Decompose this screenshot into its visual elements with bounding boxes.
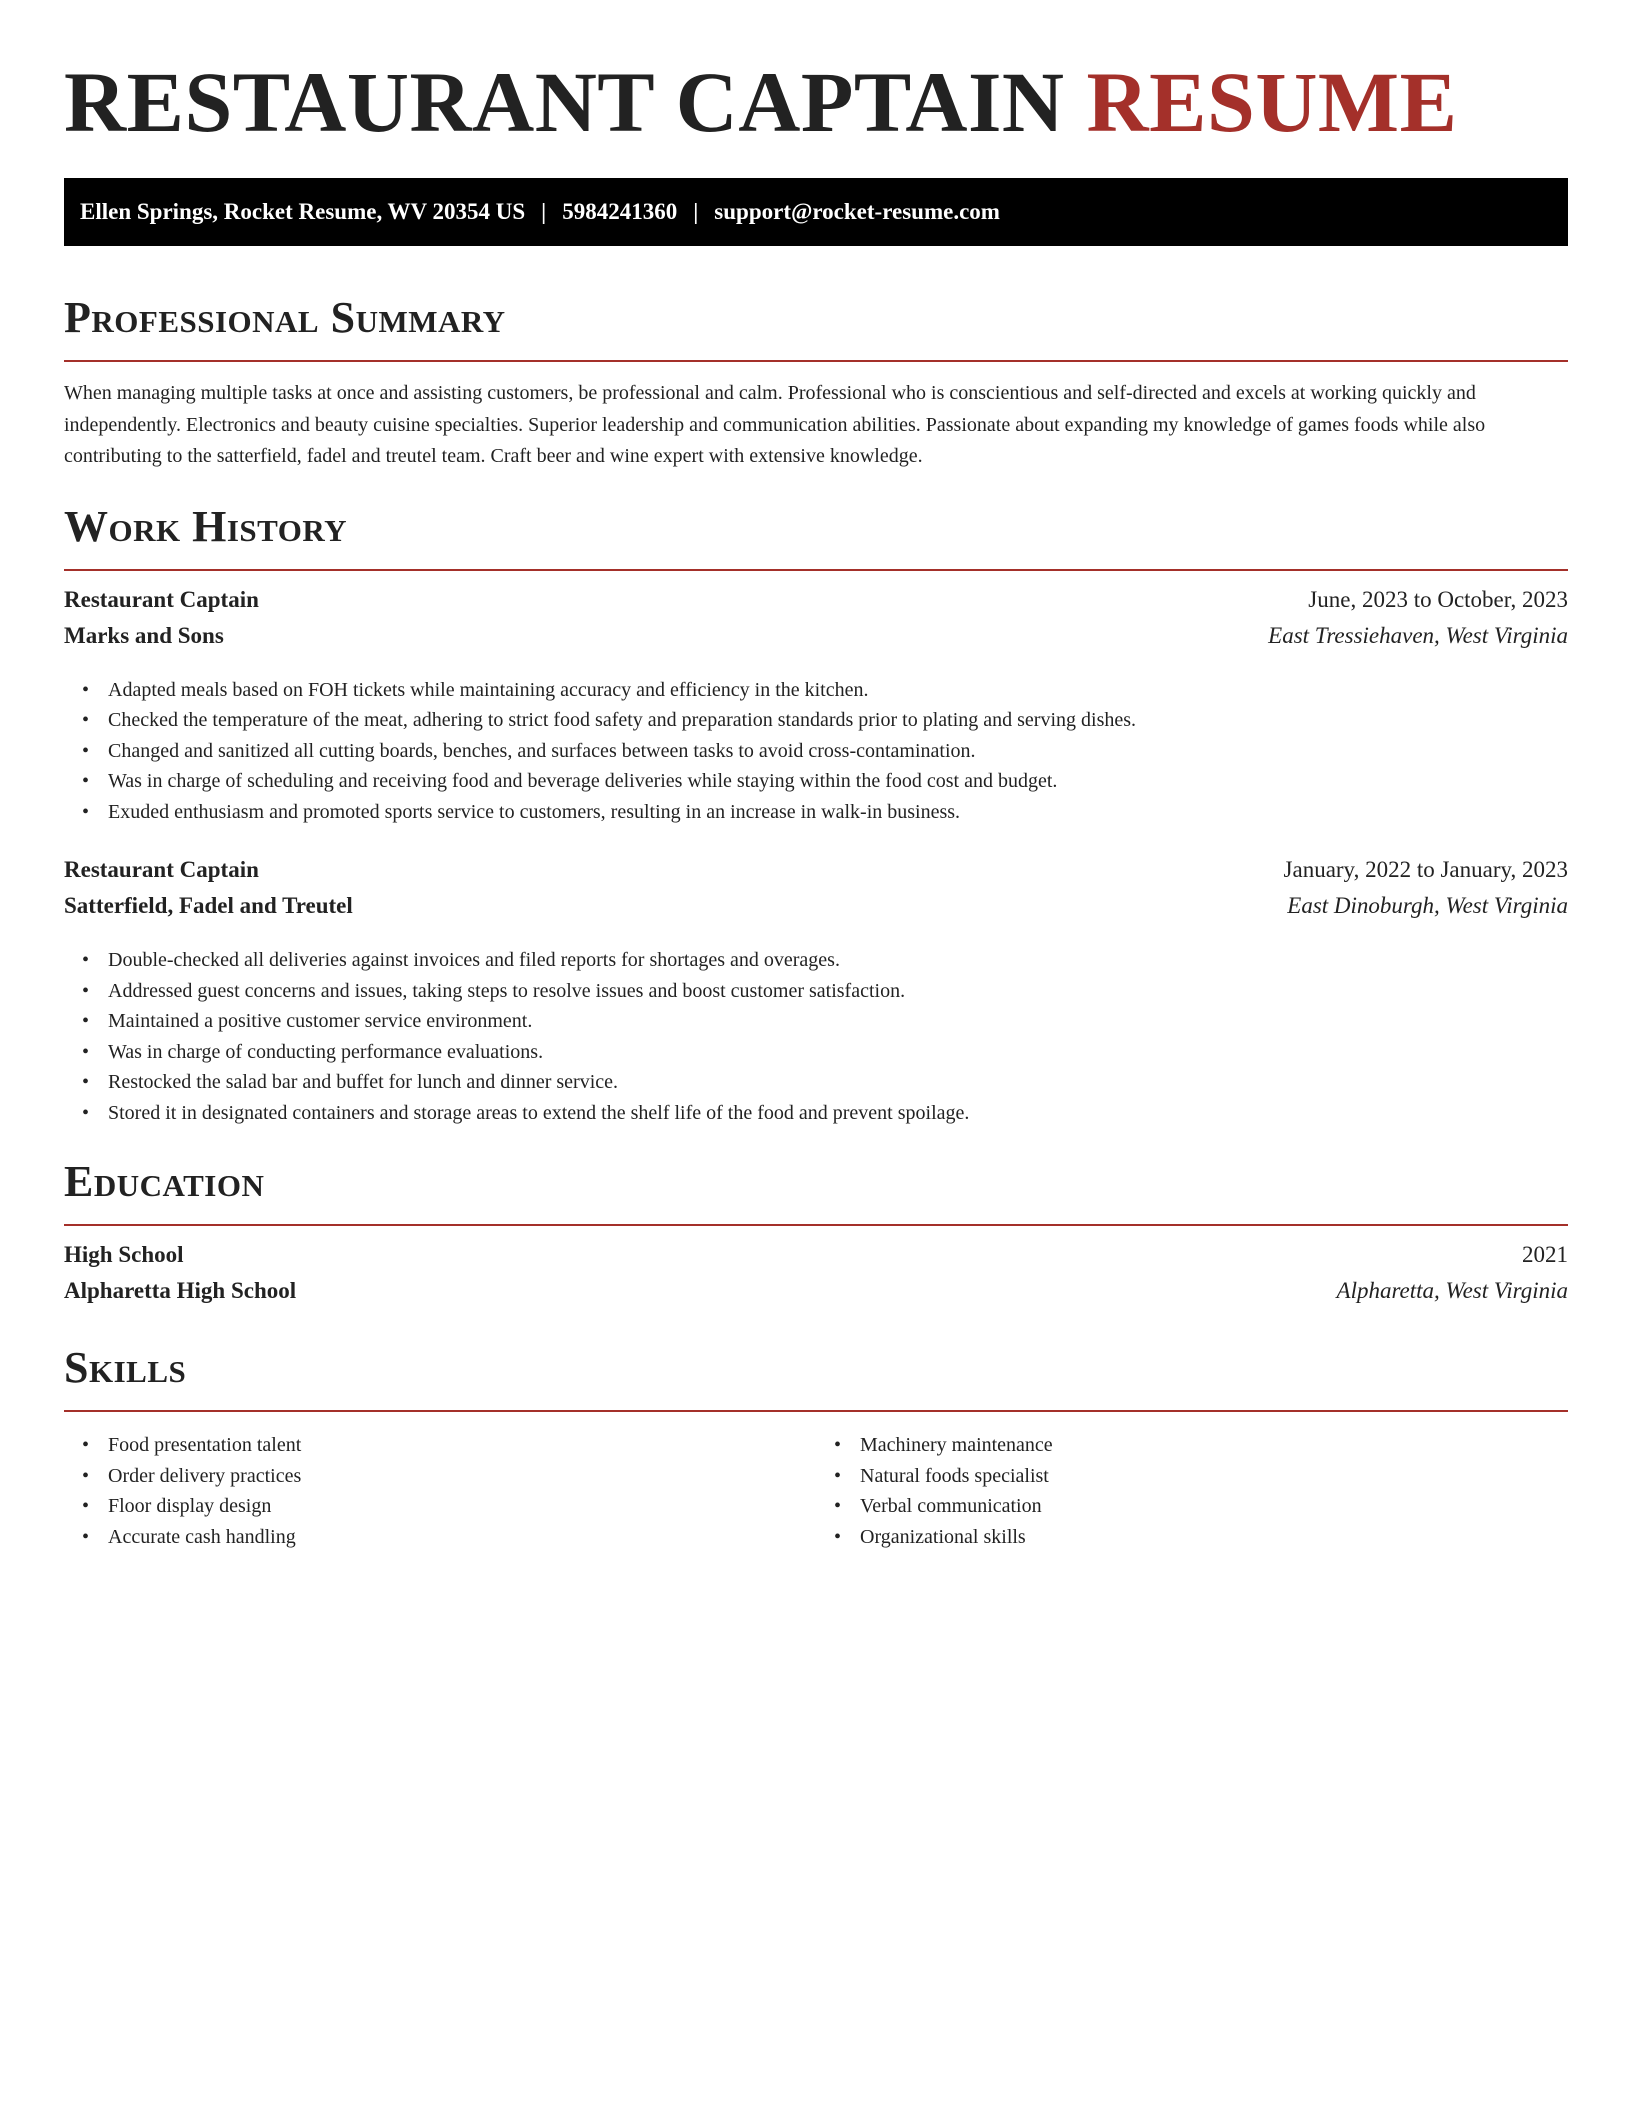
skills-column-right	[816, 1430, 1568, 1552]
contact-phone: 5984241360	[562, 199, 678, 224]
job-bullet: • Exuded enthusiasm and promoted sports service to customers, resulting in an increase in walk-in business.	[108, 797, 1568, 828]
job-subheader-row	[64, 623, 1568, 659]
contact-address: Ellen Springs, Rocket Resume, WV 20354 US	[80, 199, 526, 224]
section-divider	[64, 1224, 1568, 1226]
education-header-row	[64, 1242, 1568, 1278]
job-title: Restaurant Captain	[64, 586, 259, 612]
education-year: 2021	[1522, 1242, 1568, 1267]
skills-heading: Skills	[64, 1343, 187, 1392]
education-location: Alpharetta, West Virginia	[1336, 1278, 1568, 1303]
skills-section	[64, 1342, 1568, 1552]
education-heading: Education	[64, 1157, 265, 1206]
skill-item: • Floor display design	[108, 1491, 816, 1522]
skill-item: • Food presentation talent	[108, 1430, 816, 1461]
contact-bar	[64, 178, 1568, 246]
job-dates: January, 2022 to January, 2023	[1283, 857, 1568, 882]
job-location: East Dinoburgh, West Virginia	[1287, 893, 1568, 918]
contact-email: support@rocket-resume.com	[714, 199, 1000, 224]
summary-text: When managing multiple tasks at once and assisting customers, be professional and calm. Professional who is conscientious and self-directed and excels at working quickly and independently. Electronics and beauty cuisine specialties. Superior leadership and communication abilities. Passionate about expanding my knowledge of games foods while also contributing to the satterfield, fadel and treutel team. Craft beer and wine expert with extensive knowledge.	[64, 382, 1486, 467]
job-title: Restaurant Captain	[64, 857, 259, 882]
section-divider	[64, 1410, 1568, 1412]
job-bullet: • Maintained a positive customer service environment.	[108, 1006, 1568, 1037]
summary-heading: Professional Summary	[64, 293, 506, 342]
job-header-row	[64, 587, 1568, 623]
job-bullet: • Addressed guest concerns and issues, taking steps to resolve issues and boost customer satisfaction.	[108, 976, 1568, 1007]
title-main: RESTAURANT CAPTAIN	[64, 54, 1065, 150]
contact-separator: |	[693, 199, 699, 224]
job-bullet: • Was in charge of conducting performance evaluations.	[108, 1037, 1568, 1068]
job-header-row	[64, 857, 1568, 893]
summary-section	[64, 292, 1568, 473]
job-entry	[64, 857, 1568, 1128]
job-bullet: • Restocked the salad bar and buffet for lunch and dinner service.	[108, 1067, 1568, 1098]
resume-title	[64, 52, 1568, 152]
job-company: Satterfield, Fadel and Treutel	[64, 893, 353, 918]
work-history-section	[64, 501, 1568, 1129]
job-bullet: • Double-checked all deliveries against invoices and filed reports for shortages and overages.	[108, 945, 1568, 976]
contact-separator: |	[541, 199, 547, 224]
job-bullet: • Changed and sanitized all cutting boards, benches, and surfaces between tasks to avoid cross-contamination.	[108, 736, 1568, 767]
job-bullet: • Checked the temperature of the meat, adhering to strict food safety and preparation standards prior to plating and serving dishes.	[108, 705, 1568, 736]
job-entry	[64, 587, 1568, 828]
education-subheader-row	[64, 1278, 1568, 1314]
job-dates: June, 2023 to October, 2023	[1308, 586, 1568, 612]
work-history-heading: Work History	[64, 501, 348, 551]
job-bullets	[64, 675, 1568, 828]
job-subheader-row	[64, 893, 1568, 929]
skill-item: • Natural foods specialist	[860, 1461, 1568, 1492]
job-company: Marks and Sons	[64, 622, 224, 648]
title-accent: RESUME	[1086, 54, 1458, 150]
skill-item: • Order delivery practices	[108, 1461, 816, 1492]
education-degree: High School	[64, 1242, 184, 1267]
section-divider	[64, 360, 1568, 362]
skill-item: • Verbal communication	[860, 1491, 1568, 1522]
job-location: East Tressiehaven, West Virginia	[1268, 622, 1568, 648]
skill-item: • Machinery maintenance	[860, 1430, 1568, 1461]
section-divider	[64, 569, 1568, 571]
skill-item: • Organizational skills	[860, 1522, 1568, 1553]
education-school: Alpharetta High School	[64, 1278, 297, 1303]
job-bullet: • Stored it in designated containers and storage areas to extend the shelf life of the food and prevent spoilage.	[108, 1098, 1568, 1129]
skill-item: • Accurate cash handling	[108, 1522, 816, 1553]
job-bullets	[64, 945, 1568, 1128]
skills-grid	[64, 1430, 1568, 1552]
job-bullet: • Adapted meals based on FOH tickets while maintaining accuracy and efficiency in the kitchen.	[108, 675, 1568, 706]
job-bullet: • Was in charge of scheduling and receiving food and beverage deliveries while staying within the food cost and budget.	[108, 766, 1568, 797]
skills-column-left	[64, 1430, 816, 1552]
education-section	[64, 1156, 1568, 1314]
